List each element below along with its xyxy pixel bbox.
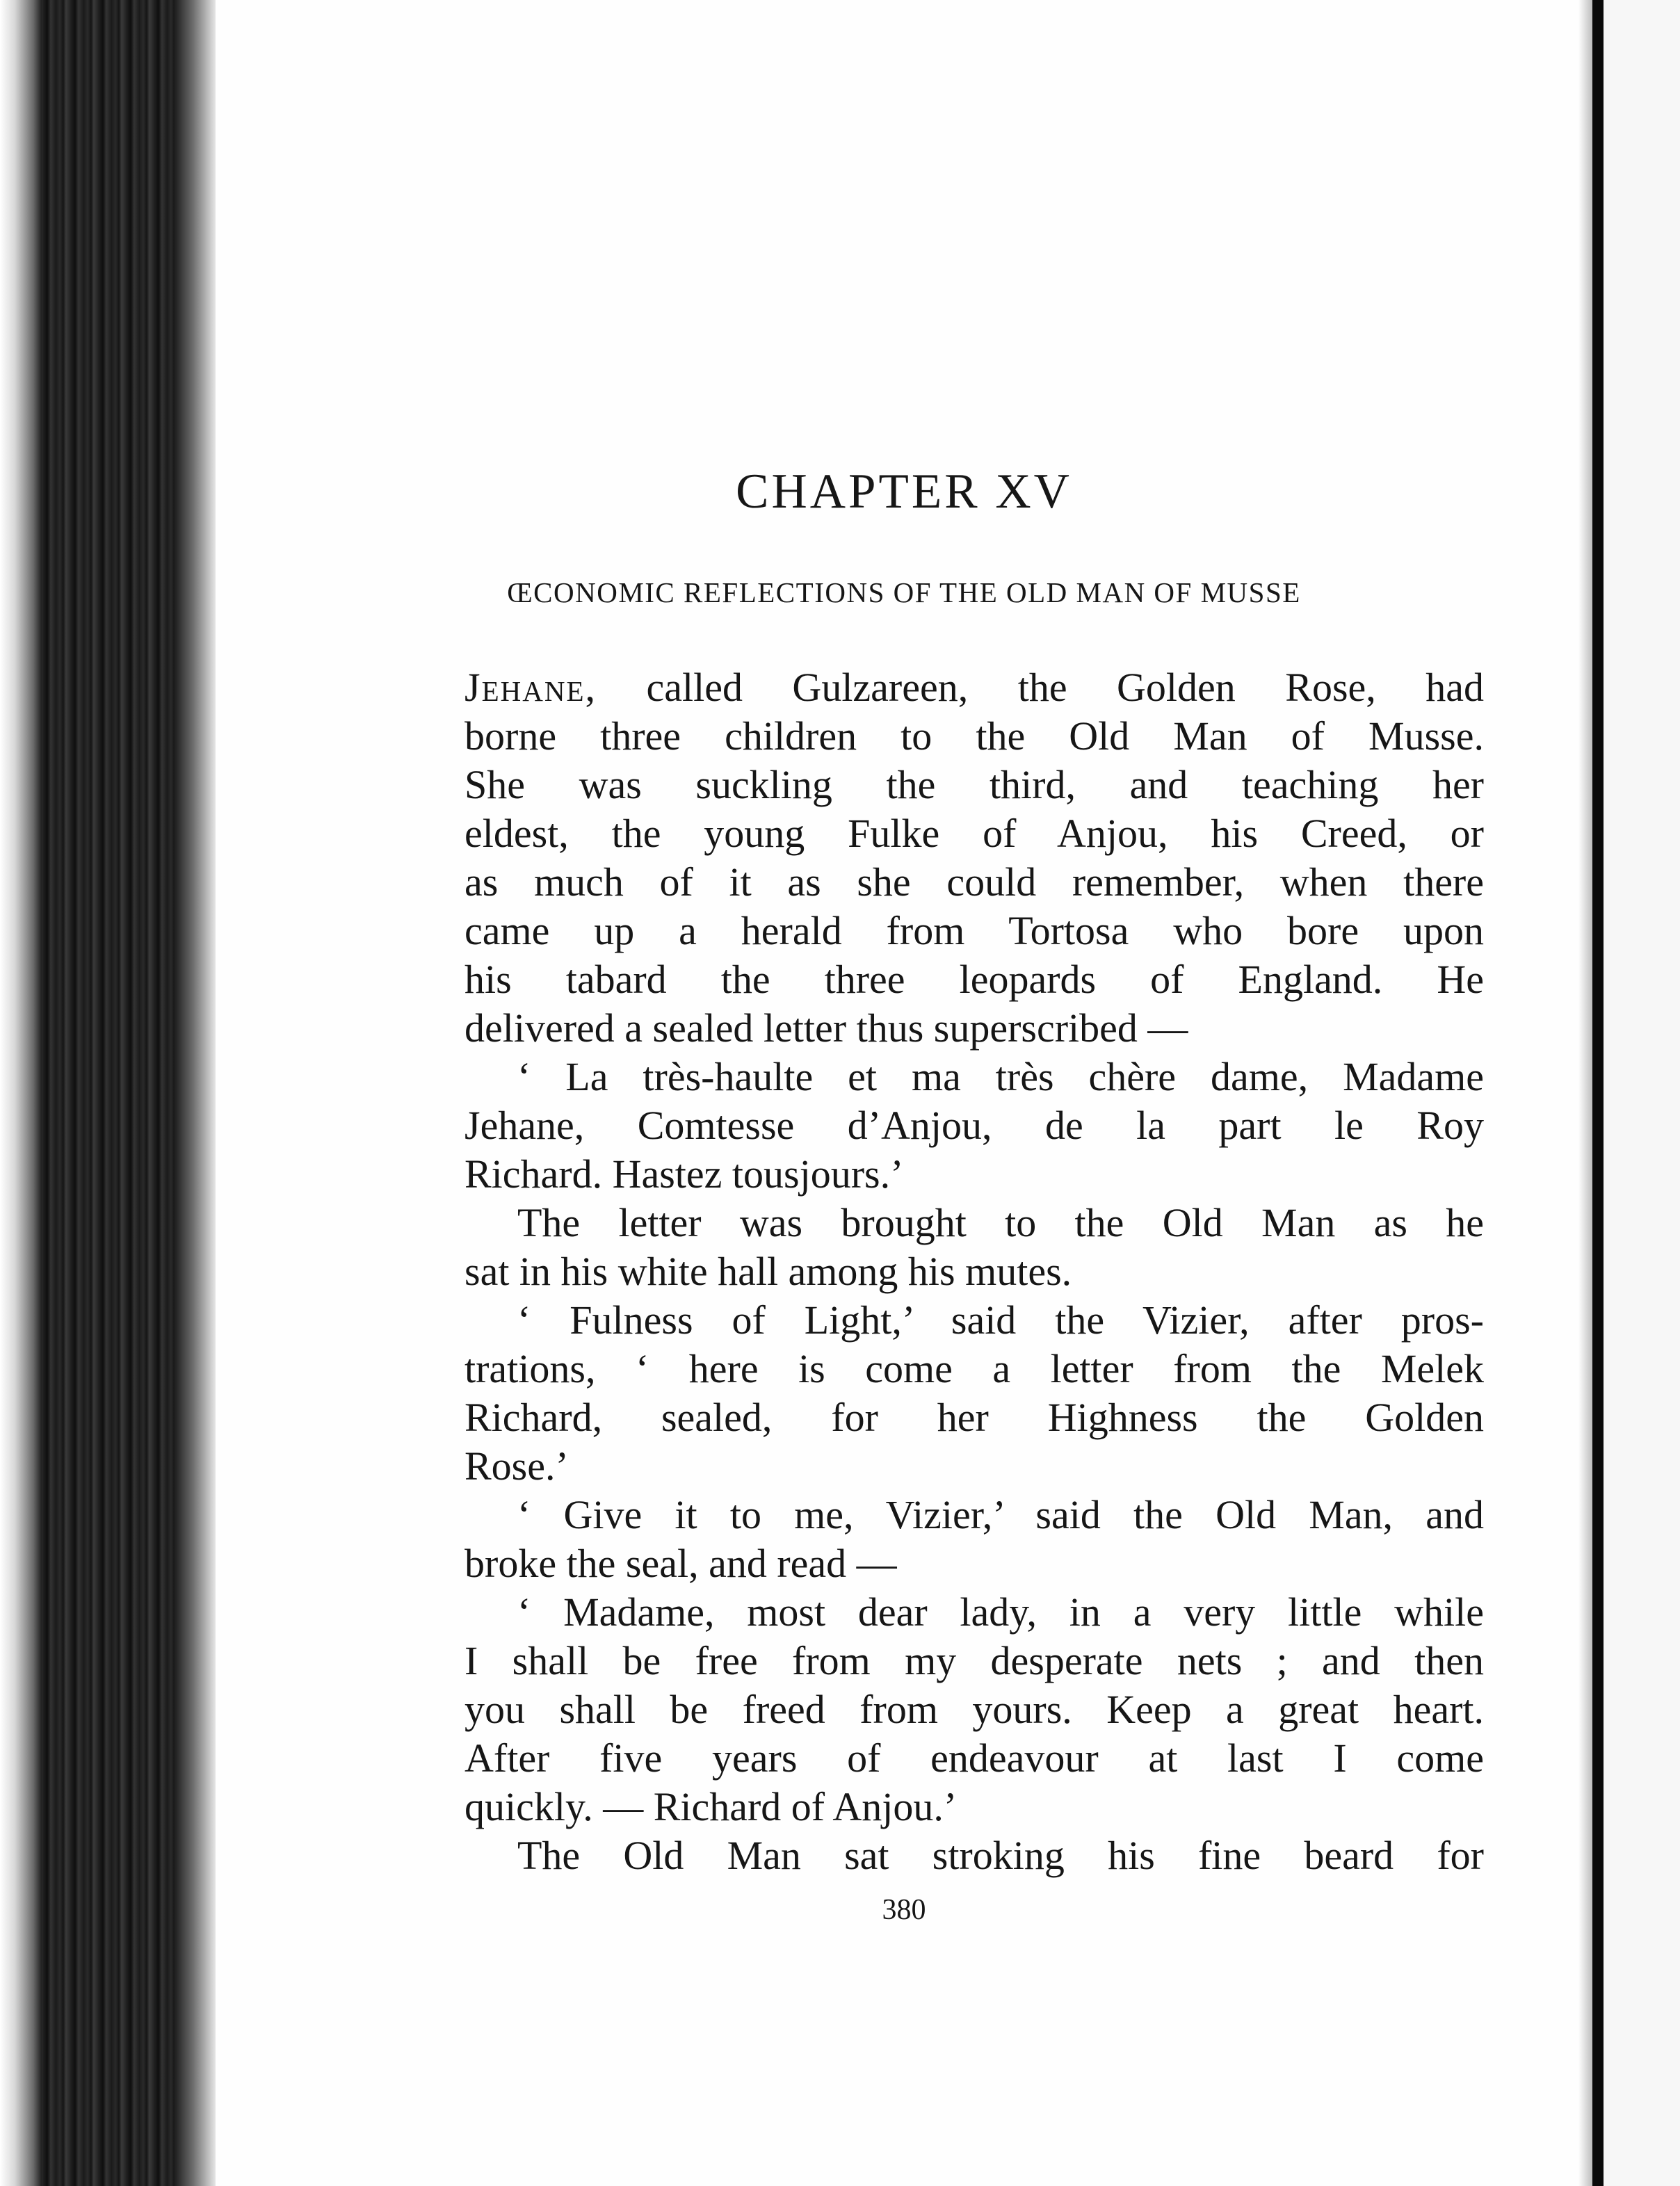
body-line: ‘ Madame, most dear lady, in a very little while	[517, 1589, 1484, 1635]
adjacent-page-sliver	[1604, 0, 1680, 2186]
body-line: ‘ La très-haulte et ma très chère dame, Madame	[517, 1054, 1484, 1099]
body-line: as much of it as she could remember, when there	[465, 859, 1484, 905]
body-line: ‘ Fulness of Light,’ said the Vizier, after pros-	[517, 1297, 1484, 1343]
body-line: Rose.’	[465, 1443, 569, 1489]
body-text	[465, 663, 1484, 1880]
chapter-title: CHAPTER XV	[736, 464, 1072, 519]
body-line: broke the seal, and read —	[465, 1541, 897, 1586]
spine-outer-edge	[0, 0, 42, 2186]
body-line: After five years of endeavour at last I come	[465, 1735, 1484, 1781]
body-line: Richard, sealed, for her Highness the Golden	[465, 1395, 1484, 1440]
right-page-edge	[1592, 0, 1604, 2186]
body-line: Jehane, Comtesse d’Anjou, de la part le Roy	[465, 1103, 1484, 1148]
body-line: quickly. — Richard of Anjou.’	[465, 1784, 958, 1829]
body-line: sat in his white hall among his mutes.	[465, 1249, 1072, 1294]
body-line: came up a herald from Tortosa who bore upon	[465, 908, 1484, 953]
body-line: borne three children to the Old Man of Musse.	[465, 713, 1484, 759]
spine-gutter-shadow	[174, 0, 216, 2186]
body-line: delivered a sealed letter thus superscribed —	[465, 1005, 1188, 1051]
opening-word: Jehane,	[465, 665, 597, 710]
chapter-subtitle: ŒCONOMIC REFLECTIONS OF THE OLD MAN OF MUSSE	[507, 576, 1301, 608]
right-gutter-shadow	[1578, 0, 1592, 2186]
body-line: Jehane, called Gulzareen, the Golden Rose, had	[465, 665, 1484, 710]
body-line: trations, ‘ here is come a letter from the Melek	[465, 1346, 1484, 1391]
page-number: 380	[882, 1894, 926, 1926]
body-line: ‘ Give it to me, Vizier,’ said the Old Man, and	[517, 1492, 1484, 1537]
body-line: Richard. Hastez tousjours.’	[465, 1151, 904, 1197]
body-line: The Old Man sat stroking his fine beard for	[517, 1833, 1484, 1878]
body-line: his tabard the three leopards of England. He	[465, 957, 1484, 1002]
body-line: She was suckling the third, and teaching her	[465, 762, 1484, 807]
body-line: The letter was brought to the Old Man as he	[517, 1200, 1484, 1245]
body-line: I shall be free from my desperate nets ; and then	[465, 1638, 1484, 1683]
body-line: you shall be freed from yours. Keep a great heart.	[465, 1687, 1484, 1732]
body-line: eldest, the young Fulke of Anjou, his Creed, or	[465, 811, 1484, 856]
